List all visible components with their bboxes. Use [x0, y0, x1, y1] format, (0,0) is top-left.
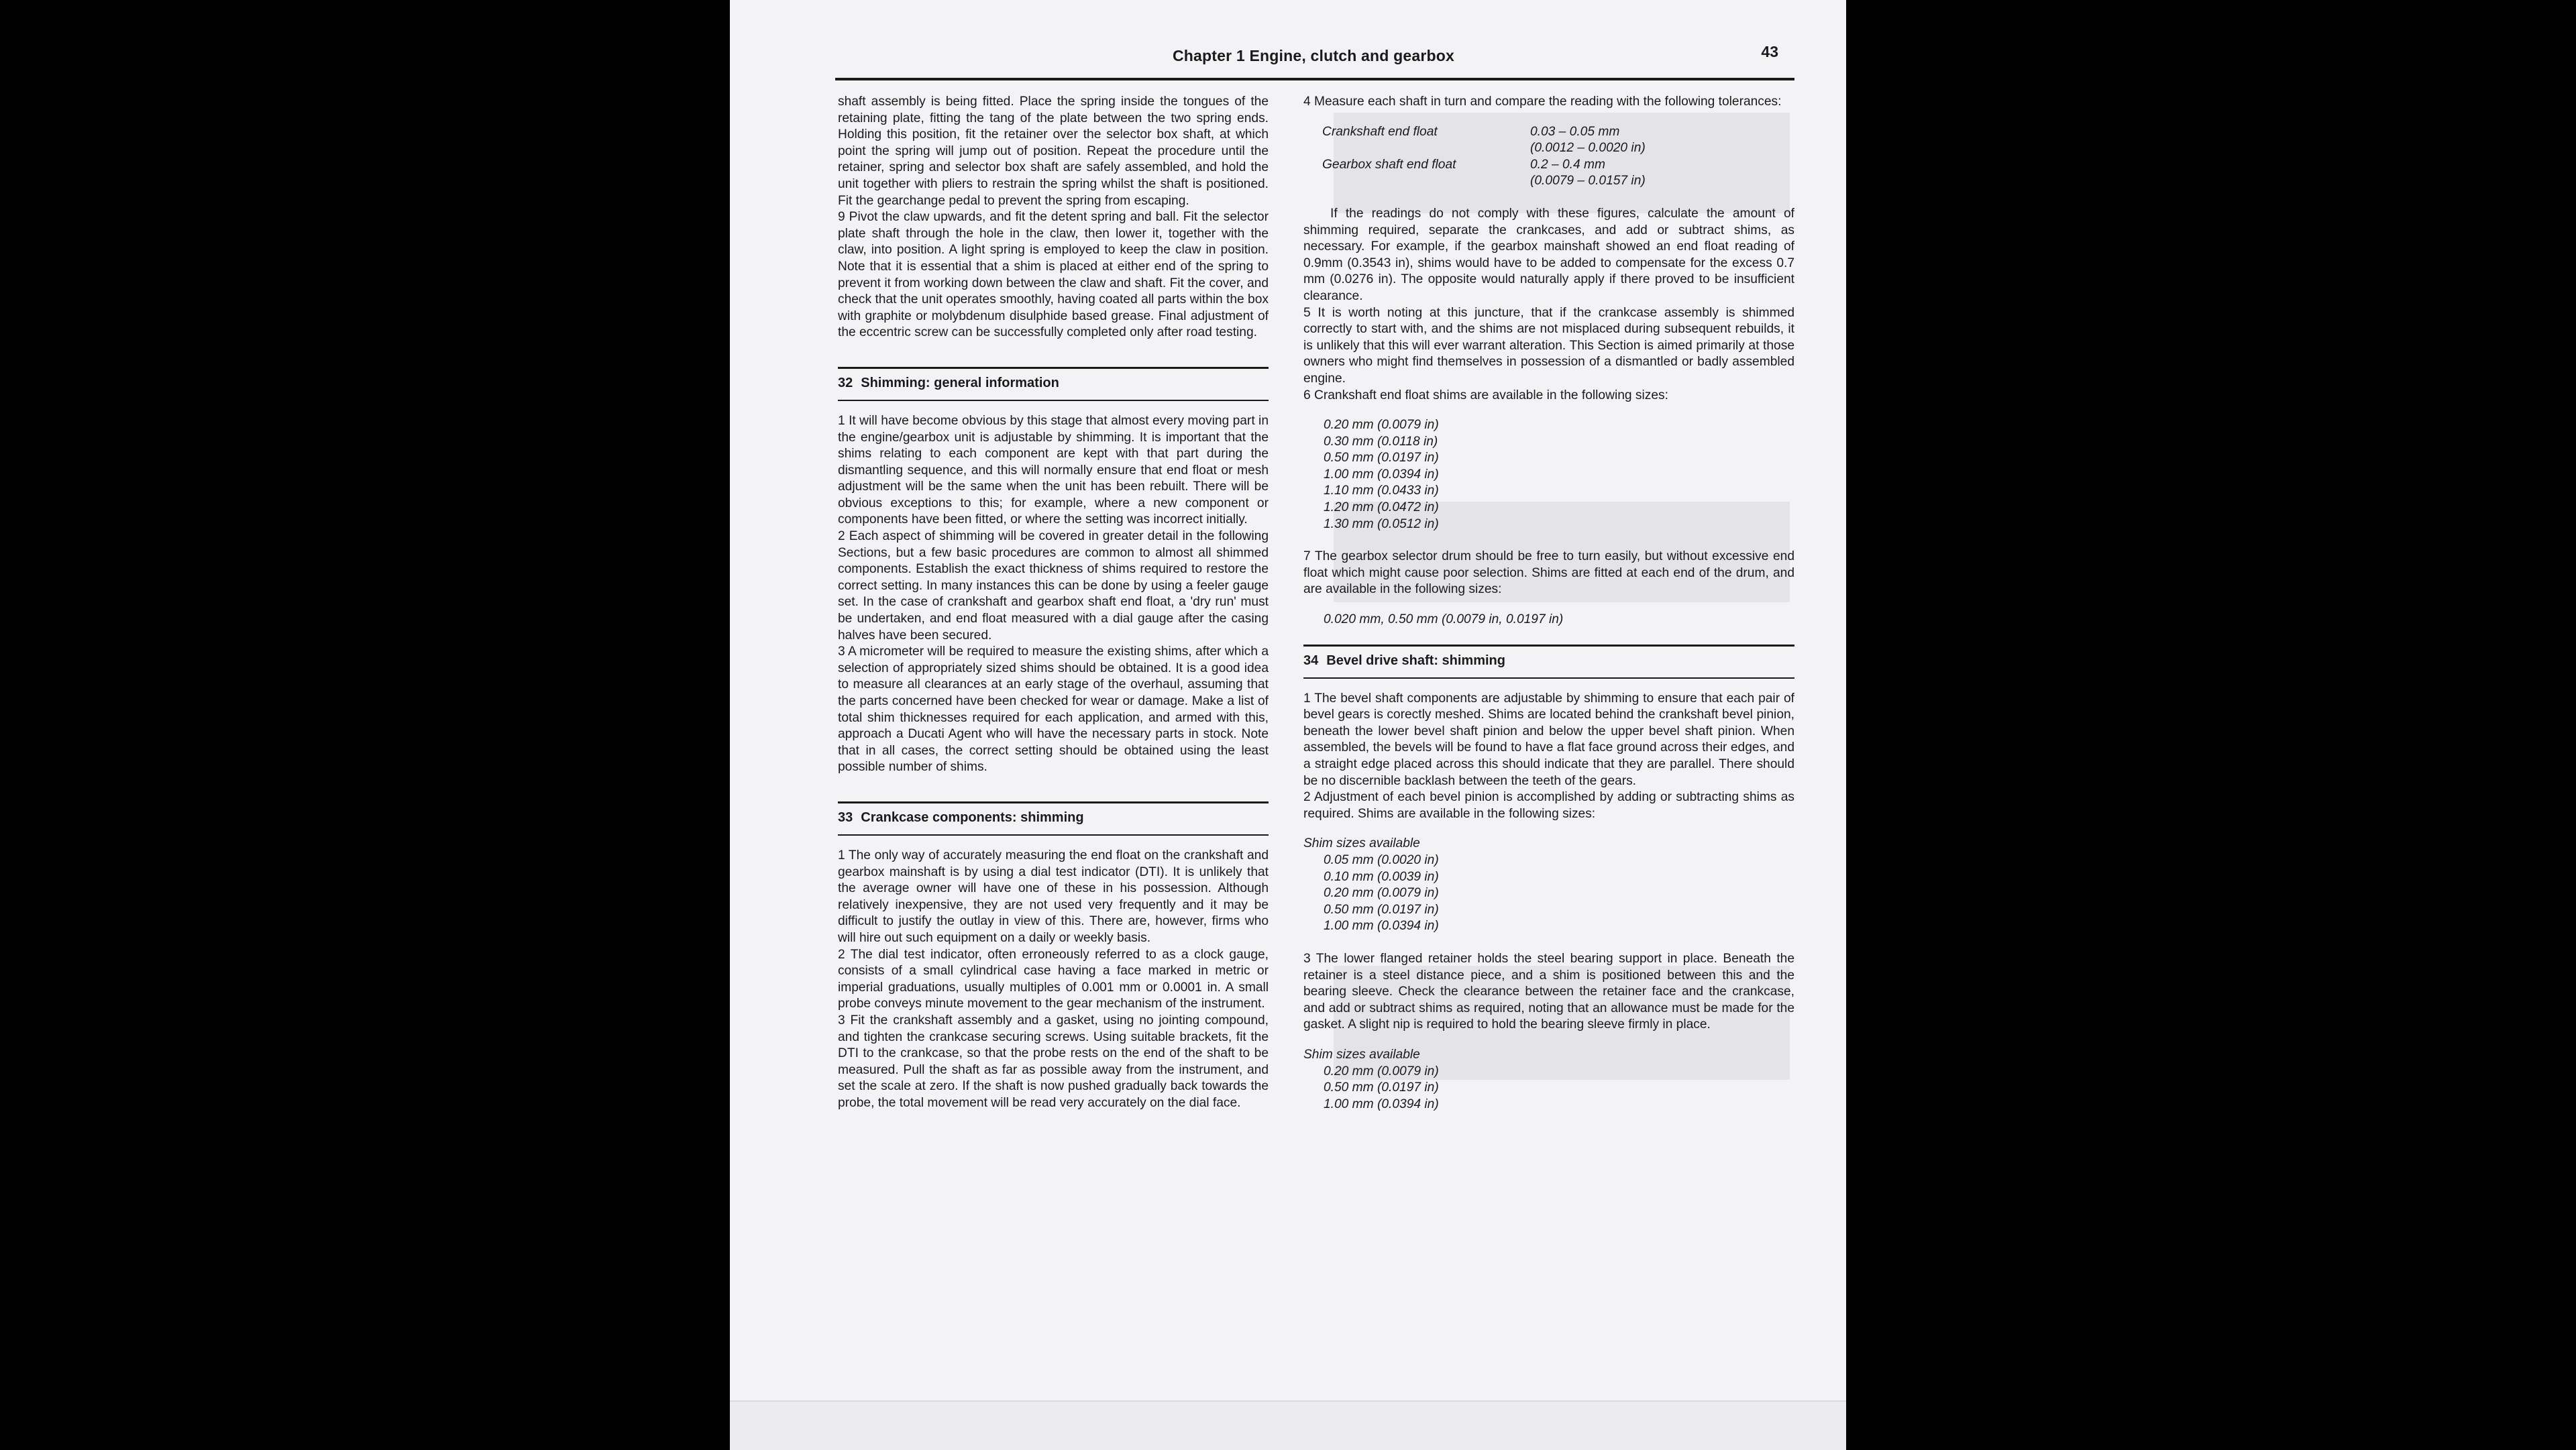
tolerance-name: Gearbox shaft end float: [1322, 157, 1456, 172]
shim-size: 0.50 mm (0.0197 in): [1324, 902, 1439, 917]
s33-paragraph-3: 3 Fit the crankshaft assembly and a gasket, using no jointing compound, and tighten the crankcase securing screws. Using suitable brackets, fit the DTI to the crankcase, so that the probe rests on the end of the shaft to be measured. Pull the shaft as far as possible away from the instrument, and set the scale at zero. If the shaft is now pushed gradually back towards the probe, the total movement will be read very accurately on the dial face.: [838, 1013, 1269, 1110]
paragraph-4: 4 Measure each shaft in turn and compare the reading with the following tolerances:: [1303, 95, 1782, 109]
tolerance-metric: 0.2 – 0.4 mm: [1530, 157, 1605, 172]
section-34-heading: [1303, 645, 1794, 679]
shim-size: 1.00 mm (0.0394 in): [1324, 467, 1439, 482]
s34-paragraph-3: 3 The lower flanged retainer holds the steel bearing support in place. Beneath the retainer is a steel distance piece, and a shim is positioned between this and the bearing sleeve. Check the clearance between the retainer face and the crankcase, and add or subtract shims as required, noting that an allowance must be made for the gasket. A slight nip is required to hold the bearing sleeve firmly in place.: [1303, 951, 1794, 1032]
shim-size: 1.00 mm (0.0394 in): [1324, 1097, 1439, 1111]
bevel-shim-list: [1303, 836, 1794, 935]
paragraph-9: 9 Pivot the claw upwards, and fit the detent spring and ball. Fit the selector plate shaft through the hole in the claw, then lower it, together with the claw, into position. A light spring is employed to keep the claw in position. Note that it is essential that a shim is placed at either end of the spring to prevent it from working down between the claw and shaft. Fit the cover, and check that the unit operates smoothly, having coated all parts within the box with graphite or molybdenum disulphide based grease. Final adjustment of the eccentric screw can be successfully completed only after road testing.: [838, 210, 1269, 340]
drum-shim-list: [1324, 612, 1794, 628]
s32-paragraph-1: 1 It will have become obvious by this stage that almost every moving part in the engine/gearbox unit is adjustable by shimming. It is important that the shims relating to each component are kept with that part during the dismantling sequence, and this will normally ensure that end float or mesh adjustment will be the same when the unit has been rebuilt. There will be obvious exceptions to this; for example, where a new component or components have been fitted, or where the setting was incorrect initially.: [838, 413, 1269, 527]
section-rule: [838, 400, 1269, 401]
tolerance-imperial: (0.0079 – 0.0157 in): [1530, 174, 1646, 188]
tolerance-name: Crankshaft end float: [1322, 124, 1438, 139]
shim-list-header: Shim sizes available: [1303, 1047, 1420, 1062]
page-number: 43: [1761, 43, 1778, 60]
scan-bottom-edge: [730, 1400, 1846, 1450]
retainer-shim-list: [1303, 1047, 1794, 1113]
section-number: 34: [1303, 653, 1319, 668]
shim-size: 1.10 mm (0.0433 in): [1324, 484, 1439, 498]
tolerance-imperial: (0.0012 – 0.0020 in): [1530, 141, 1646, 156]
tolerance-row-imperial: [1322, 140, 1794, 157]
section-rule: [838, 367, 1269, 369]
tolerance-row: [1322, 124, 1794, 141]
shim-size: 0.50 mm (0.0197 in): [1324, 451, 1439, 465]
paragraph-4b: If the readings do not comply with these figures, calculate the amount of shimming required, separate the crankcases, and add or subtract shims, as necessary. For example, if the gearbox mainshaft showed an end float reading of 0.9mm (0.3543 in), shims would have to be added to compensate for the excess 0.7 mm (0.0276 in). The opposite would naturally apply if there proved to be insufficient clearance.: [1303, 206, 1794, 303]
section-33-heading: [838, 801, 1269, 836]
paragraph-7: 7 The gearbox selector drum should be free to turn easily, but without excessive end float which might cause poor selection. Shims are fitted at each end of the drum, and are available in the following sizes:: [1303, 549, 1794, 597]
section-number: 32: [838, 375, 853, 390]
chapter-title: Chapter 1 Engine, clutch and gearbox: [1173, 47, 1454, 64]
paragraph-5: 5 It is worth noting at this juncture, that if the crankcase assembly is shimmed correctly to start with, and the shims are not misplaced during subsequent rebuilds, it is unlikely that this will ever warrant alteration. This Section is aimed primarily at those owners who might find themselves in possession of a dismantled or badly assembled engine.: [1303, 305, 1794, 386]
tolerance-table: [1322, 124, 1794, 190]
tolerance-row-imperial: [1322, 173, 1794, 190]
shim-size: 0.30 mm (0.0118 in): [1324, 434, 1438, 449]
tolerance-row: [1322, 157, 1794, 174]
shim-size: 0.05 mm (0.0020 in): [1324, 852, 1439, 867]
shim-list-header: Shim sizes available: [1303, 836, 1420, 851]
left-column: [838, 94, 1269, 1111]
shim-size: 1.00 mm (0.0394 in): [1324, 919, 1439, 934]
right-column: [1303, 94, 1794, 1129]
crankshaft-shim-list: [1324, 417, 1794, 533]
shim-size: 0.20 mm (0.0079 in): [1324, 886, 1439, 901]
shim-size: 1.20 mm (0.0472 in): [1324, 500, 1439, 515]
section-number: 33: [838, 810, 853, 825]
shim-size: 0.20 mm (0.0079 in): [1324, 1064, 1439, 1078]
scanned-page: [730, 0, 1846, 1449]
header-rule: [835, 78, 1794, 80]
section-title: Crankcase components: shimming: [861, 810, 1084, 825]
s34-paragraph-2: 2 Adjustment of each bevel pinion is accomplished by adding or subtracting shims as required. Shims are available in the following sizes:: [1303, 790, 1794, 821]
s33-paragraph-1: 1 The only way of accurately measuring the end float on the crankshaft and gearbox mainshaft is by using a dial test indicator (DTI). It is unlikely that the average owner will have one of these in his possession. Although relatively inexpensive, they are not used very frequently and it may be difficult to justify the outlay in view of this. There are, however, firms who will hire out such equipment on a daily or weekly basis.: [838, 848, 1269, 945]
section-32-heading: [838, 367, 1269, 401]
section-rule: [838, 834, 1269, 836]
tolerance-metric: 0.03 – 0.05 mm: [1530, 124, 1620, 139]
s32-paragraph-3: 3 A micrometer will be required to measure the existing shims, after which a selection of appropriately sized shims should be obtained. It is a good idea to measure all clearances at an early stage of the overhaul, assuming that the parts concerned have been checked for wear or damage. Make a list of total shim thicknesses required for each application, and armed with this, approach a Ducati Agent who will have the necessary parts in stock. Note that in all cases, the correct setting should be obtained using the least possible number of shims.: [838, 645, 1269, 775]
intro-paragraph: shaft assembly is being fitted. Place the spring inside the tongues of the retaining plate, fitting the tang of the plate between the two spring ends. Holding this position, fit the retainer over the selector box shaft, at which point the spring will jump out of position. Repeat the procedure until the retainer, spring and selector box shaft are safely assembled, and hold the unit together with pliers to restrain the spring whilst the shaft is positioned. Fit the gearchange pedal to prevent the spring from escaping.: [838, 95, 1269, 208]
s32-paragraph-2: 2 Each aspect of shimming will be covered in greater detail in the following Sections, but a few basic procedures are common to almost all shimmed components. Establish the exact thickness of shims required to restore the correct setting. In many instances this can be done by using a feeler gauge set. In the case of crankshaft and gearbox shaft end float, a 'dry run' must be undertaken, and end float measured with a dial gauge after the casing halves have been secured.: [838, 529, 1269, 643]
section-title: Bevel drive shaft: shimming: [1326, 653, 1505, 668]
s33-paragraph-2: 2 The dial test indicator, often erroneously referred to as a clock gauge, consists of a small cylindrical case having a face marked in metric or imperial graduations, usually multiples of 0.001 mm or 0.0001 in. A small probe conveys minute movement to the gear mechanism of the instrument.: [838, 947, 1269, 1011]
s34-paragraph-1: 1 The bevel shaft components are adjustable by shimming to ensure that each pair of bevel gears is corectly meshed. Shims are located behind the crankshaft bevel pinion, beneath the lower bevel shaft pinion and below the upper bevel shaft pinion. When assembled, the bevels will be found to have a flat face ground across their edges, and a straight edge placed across this should indicate that they are parallel. There should be no discernible backlash between the teeth of the gears.: [1303, 691, 1794, 788]
section-rule: [1303, 645, 1794, 647]
shim-size: 0.50 mm (0.0197 in): [1324, 1080, 1439, 1095]
page-header: [835, 44, 1792, 76]
shim-size: 0.020 mm, 0.50 mm (0.0079 in, 0.0197 in): [1324, 612, 1564, 627]
paragraph-6: 6 Crankshaft end float shims are available in the following sizes:: [1303, 388, 1668, 402]
section-rule: [1303, 677, 1794, 679]
shim-size: 0.20 mm (0.0079 in): [1324, 418, 1439, 433]
shim-size: 0.10 mm (0.0039 in): [1324, 869, 1439, 884]
shim-size: 1.30 mm (0.0512 in): [1324, 516, 1439, 531]
section-rule: [838, 801, 1269, 803]
section-title: Shimming: general information: [861, 375, 1059, 390]
